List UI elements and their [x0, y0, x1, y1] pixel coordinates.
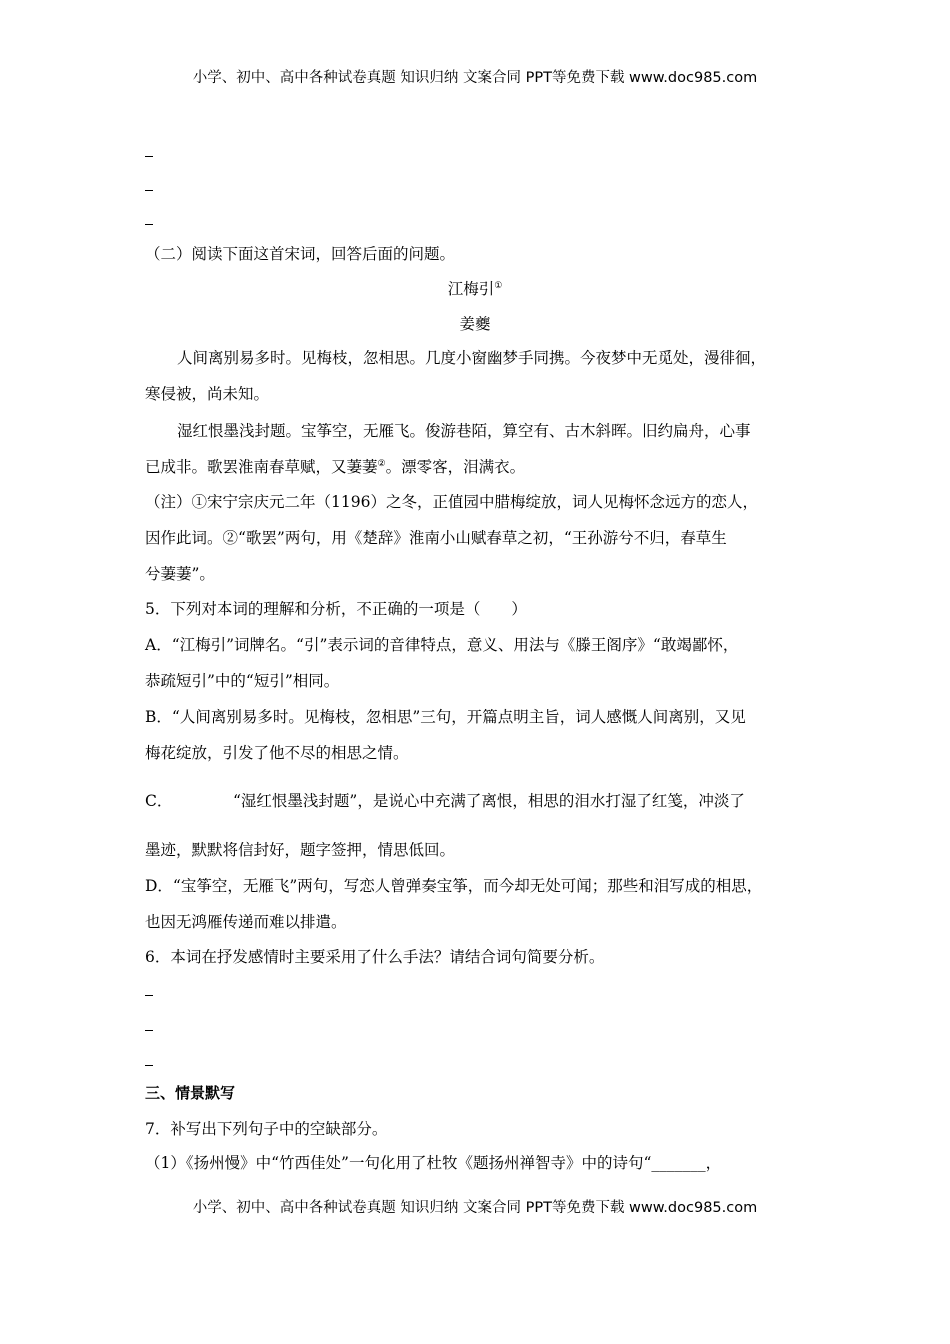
page-footer: 小学、初中、高中各种试卷真题 知识归纳 文案合同 PPT等免费下载 www.doc985.com — [192, 1200, 758, 1216]
note-line: 因作此词。②“歌罢”两句，用《楚辞》淮南小山赋春草之初，“王孙游兮不归，春草生 — [145, 529, 727, 547]
note-line: 兮萋萋”。 — [145, 565, 215, 583]
poem-title — [0, 277, 950, 299]
answer-line — [145, 224, 153, 225]
poem-title-text: 江梅引 — [447, 280, 495, 298]
option-c: “湿红恨墨浅封题”，是说心中充满了离恨，相思的泪水打湿了红笺，冲淡了 — [233, 792, 745, 810]
question-7-stem: 7．补写出下列句子中的空缺部分。 — [145, 1120, 388, 1138]
poem-line — [145, 455, 525, 477]
answer-line — [145, 1030, 153, 1031]
option-b: B．“人间离别易多时。见梅枝，忽相思”三句，开篇点明主旨，词人感慨人间离别，又见 — [145, 708, 746, 726]
poem-line: 人间离别易多时。见梅枝，忽相思。几度小窗幽梦手同携。今夜梦中无觅处，漫徘徊， — [177, 349, 767, 367]
option-c-cont: 墨迹，默默将信封好，题字签押，情思低回。 — [145, 841, 456, 859]
option-a: A．“江梅引”词牌名。“引”表示词的音律特点，意义、用法与《滕王阁序》“敢竭鄙怀， — [145, 636, 739, 654]
option-b-cont: 梅花绽放，引发了他不尽的相思之情。 — [145, 744, 409, 762]
answer-line — [145, 190, 153, 191]
option-c-label: C． — [145, 792, 173, 810]
poem-line: 寒侵被，尚未知。 — [145, 385, 270, 403]
footnote-mark: ② — [377, 458, 386, 469]
question-5-stem: 5．下列对本词的理解和分析，不正确的一项是（ ） — [145, 600, 527, 618]
option-d-cont: 也因无鸿雁传递而难以排遣。 — [145, 913, 347, 931]
answer-line — [145, 995, 153, 996]
section-intro: （二）阅读下面这首宋词，回答后面的问题。 — [145, 245, 456, 263]
poem-text: 已成非。歌罢淮南春草赋，又萋萋 — [145, 458, 378, 476]
poem-line: 湿红恨墨浅封题。宝筝空，无雁飞。俊游巷陌，算空有、古木斜晖。旧约扁舟，心事 — [177, 422, 751, 440]
question-6-stem: 6．本词在抒发感情时主要采用了什么手法？请结合词句简要分析。 — [145, 948, 605, 966]
footnote-mark: ① — [494, 280, 503, 291]
question-7-sub-1: （1）《扬州慢》中“竹西佳处”一句化用了杜牧《题扬州禅智寺》中的诗句“_______， — [145, 1154, 722, 1172]
poem-author: 姜夔 — [459, 315, 491, 333]
poem-text: 。漂零客，泪满衣。 — [385, 458, 526, 476]
option-a-cont: 恭疏短引”中的“短引”相同。 — [145, 672, 340, 690]
section-title: 三、情景默写 — [145, 1084, 236, 1102]
answer-line — [145, 1065, 153, 1066]
page-header: 小学、初中、高中各种试卷真题 知识归纳 文案合同 PPT等免费下载 www.doc985.com — [192, 70, 758, 86]
answer-line — [145, 156, 153, 157]
note-line: （注）①宋宁宗庆元二年（1196）之冬，正值园中腊梅绽放，词人见梅怀念远方的恋人， — [145, 493, 758, 511]
option-d: D．“宝筝空，无雁飞”两句，写恋人曾弹奏宝筝，而今却无处可闻；那些和泪写成的相思， — [145, 877, 763, 895]
